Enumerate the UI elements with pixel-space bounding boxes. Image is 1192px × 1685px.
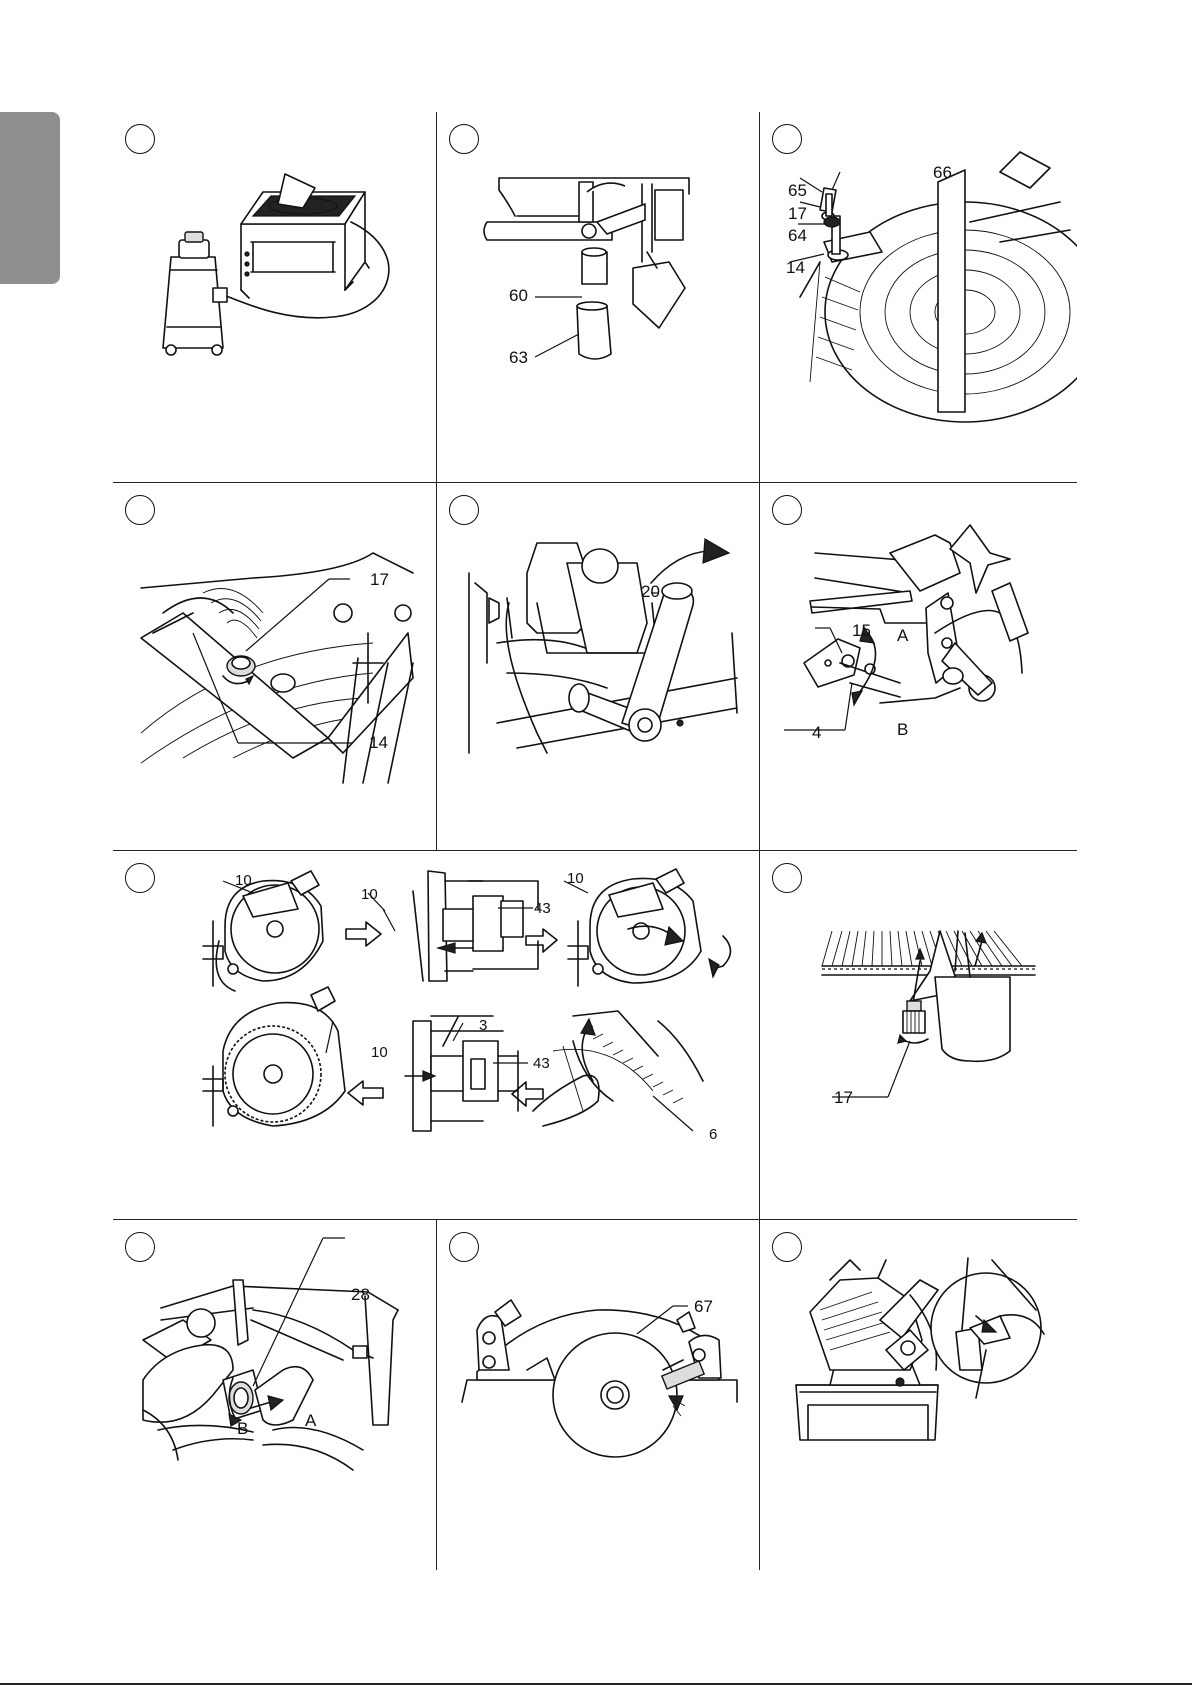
blade-change-illustration bbox=[113, 851, 759, 1219]
part-label: A bbox=[897, 626, 909, 645]
figure-lock-handle bbox=[437, 483, 759, 850]
dust-adapter-illustration bbox=[437, 112, 759, 482]
figure-brush-holder bbox=[113, 1220, 436, 1570]
part-label: 43 bbox=[534, 900, 551, 917]
part-label: 17 bbox=[370, 570, 389, 589]
part-label: B bbox=[897, 720, 909, 739]
clamp-knob-illustration bbox=[113, 483, 436, 850]
part-label: 6 bbox=[709, 1126, 718, 1143]
part-label: 65 bbox=[788, 181, 807, 200]
part-label: 63 bbox=[509, 348, 528, 367]
figure-bevel-lever bbox=[760, 483, 1077, 850]
part-label: 14 bbox=[369, 733, 388, 752]
fence-clamp-illustration bbox=[760, 112, 1077, 482]
part-label: 10 bbox=[567, 870, 584, 887]
part-label: 10 bbox=[371, 1044, 388, 1061]
lock-handle-illustration bbox=[437, 483, 759, 850]
part-label: 17 bbox=[834, 1088, 853, 1107]
part-label: 64 bbox=[788, 226, 807, 245]
figure-dust-adapter bbox=[437, 112, 759, 482]
figure-carry-position bbox=[760, 1220, 1077, 1570]
part-label: 67 bbox=[694, 1297, 713, 1316]
part-label: 20 bbox=[641, 582, 660, 601]
part-label: 14 bbox=[786, 258, 805, 277]
part-label: 10 bbox=[235, 872, 252, 889]
blade-guard-illustration bbox=[437, 1220, 759, 1570]
part-label: 43 bbox=[533, 1055, 550, 1072]
figure-fence-clamp bbox=[760, 112, 1077, 482]
figure-knob-underside bbox=[760, 851, 1077, 1219]
carry-position-illustration bbox=[760, 1220, 1077, 1570]
figure-vacuum-connection bbox=[113, 112, 436, 482]
part-label: 17 bbox=[788, 204, 807, 223]
part-label: 66 bbox=[933, 163, 952, 182]
part-label: B bbox=[237, 1419, 249, 1438]
language-tab bbox=[0, 112, 60, 284]
figure-blade-guard bbox=[437, 1220, 759, 1570]
part-label: 4 bbox=[812, 723, 822, 742]
vacuum-illustration bbox=[113, 112, 436, 482]
part-label: 10 bbox=[361, 886, 378, 903]
bevel-lever-illustration bbox=[760, 483, 1077, 850]
figure-clamp-knob bbox=[113, 483, 436, 850]
part-label: 3 bbox=[479, 1017, 488, 1034]
figure-blade-change bbox=[113, 851, 759, 1219]
part-label: 28 bbox=[351, 1285, 370, 1304]
part-label: A bbox=[305, 1411, 317, 1430]
knob-underside-illustration bbox=[760, 851, 1077, 1219]
brush-holder-illustration bbox=[113, 1220, 436, 1570]
part-label: 60 bbox=[509, 286, 528, 305]
part-label: 15 bbox=[852, 621, 871, 640]
